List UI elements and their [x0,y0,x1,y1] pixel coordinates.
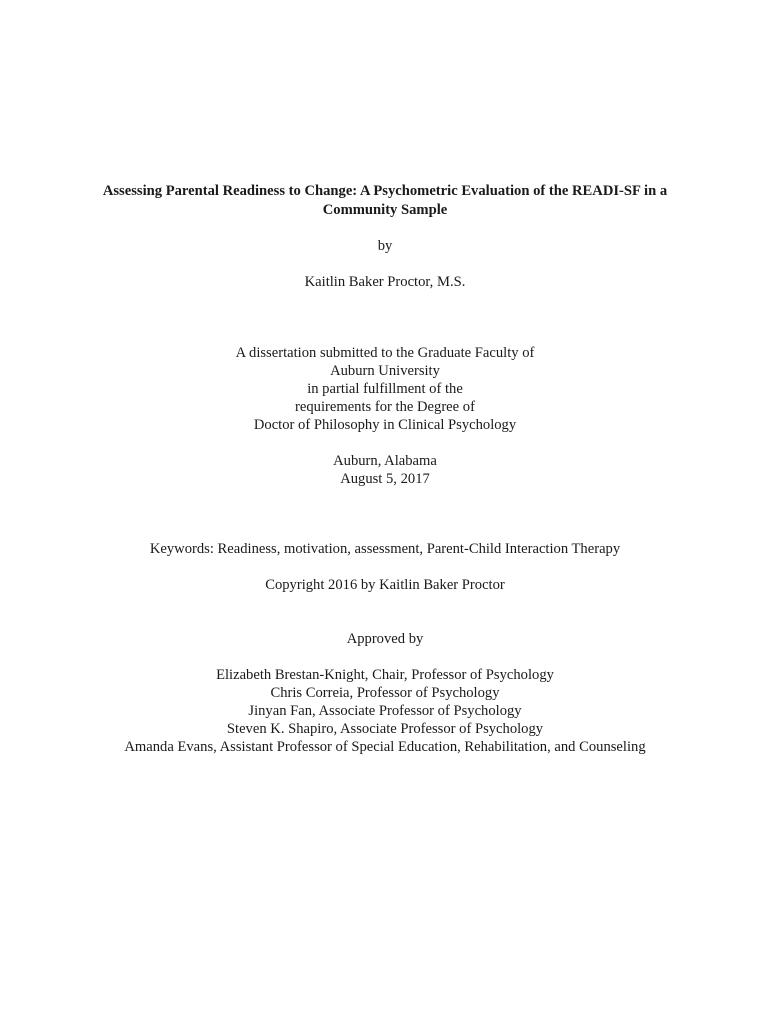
submission-date: August 5, 2017 [340,471,430,487]
submission-line-3: in partial fulfillment of the [307,381,463,397]
committee-member-5: Amanda Evans, Assistant Professor of Special Education, Rehabilitation, and Counseling [124,739,646,755]
author-name: Kaitlin Baker Proctor, M.S. [304,274,466,290]
committee-member-2: Chris Correia, Professor of Psychology [270,685,500,701]
approved-by-label: Approved by [346,631,424,647]
by-label: by [377,238,393,254]
submission-line-5: Doctor of Philosophy in Clinical Psychology [253,417,517,433]
committee-member-4: Steven K. Shapiro, Associate Professor of Psychology [226,721,544,737]
submission-line-4: requirements for the Degree of [295,399,475,415]
committee-member-1: Elizabeth Brestan-Knight, Chair, Professor of Psychology [216,667,554,683]
copyright-notice: Copyright 2016 by Kaitlin Baker Proctor [265,577,505,593]
dissertation-title-line-1: Assessing Parental Readiness to Change: A Psychometric Evaluation of the READI-SF in a [102,183,668,199]
committee-member-3: Jinyan Fan, Associate Professor of Psychology [248,703,522,719]
dissertation-title-line-2: Community Sample [322,202,448,218]
keywords: Keywords: Readiness, motivation, assessment, Parent-Child Interaction Therapy [149,541,621,557]
submission-line-1: A dissertation submitted to the Graduate Faculty of [235,345,535,361]
location: Auburn, Alabama [333,453,437,469]
submission-line-2: Auburn University [330,363,440,379]
